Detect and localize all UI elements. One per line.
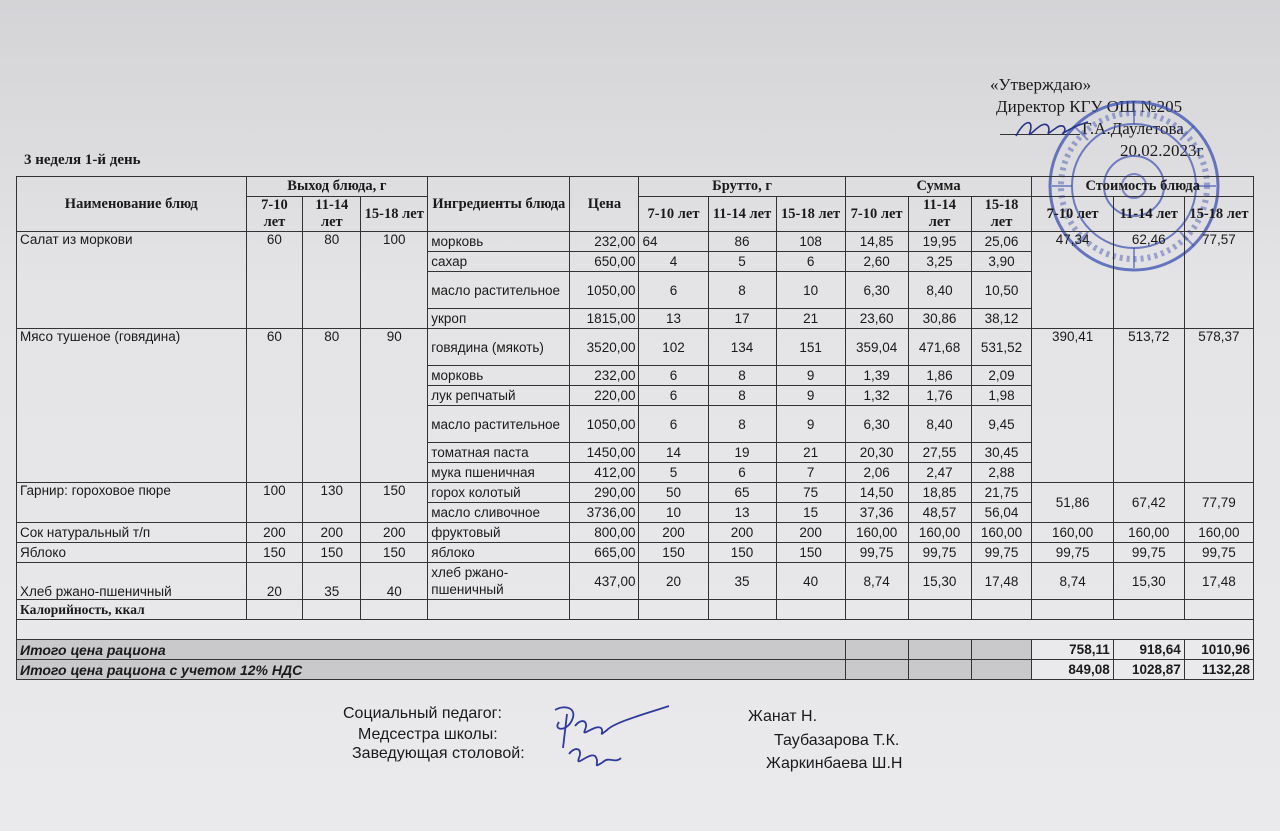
dish-name: Салат из моркови [17, 232, 247, 329]
sum-7-10: 99,75 [845, 543, 908, 563]
total-vat-11-14: 1028,87 [1113, 660, 1184, 680]
social-pedagog-name: Жанат Н. [748, 708, 818, 725]
director-signature-icon [1012, 112, 1092, 146]
sum-11-14: 471,68 [908, 329, 971, 366]
gross-11-14: 17 [708, 309, 776, 329]
output-11-14: 80 [303, 232, 361, 329]
approval-position: Директор КГУ ОШ №205 [996, 97, 1183, 116]
total-vat-label: Итого цена рациона с учетом 12% НДС [17, 660, 846, 680]
cost-15-18: 578,37 [1184, 329, 1253, 483]
price: 412,00 [570, 463, 639, 483]
week-day-title: 3 неделя 1-й день [24, 152, 141, 168]
gross-15-18: 150 [776, 543, 845, 563]
header-ingredients: Ингредиенты блюда [428, 177, 570, 232]
gross-11-14: 150 [708, 543, 776, 563]
approval-name: Г.А.Даулетова [1082, 119, 1184, 138]
gross-15-18: 108 [776, 232, 845, 252]
total-11-14: 918,64 [1113, 640, 1184, 660]
gross-15-18: 6 [776, 252, 845, 272]
output-7-10: 20 [246, 563, 303, 600]
output-11-14: 200 [303, 523, 361, 543]
dish-name: Яблоко [17, 543, 247, 563]
header-age-7-10: 7-10 лет [246, 197, 303, 232]
header-cost: Стоимость блюда [1032, 177, 1254, 197]
table-row [17, 543, 1254, 563]
ingredient: лук репчатый [428, 386, 570, 406]
output-15-18: 40 [361, 563, 428, 600]
cost-15-18: 77,79 [1184, 483, 1253, 523]
price: 1050,00 [570, 406, 639, 443]
sum-15-18: 1,98 [971, 386, 1032, 406]
social-pedagog-label: Социальный педагог: [343, 705, 502, 722]
ingredient: мука пшеничная [428, 463, 570, 483]
ingredient: укроп [428, 309, 570, 329]
output-11-14: 150 [303, 543, 361, 563]
sum-7-10: 37,36 [845, 503, 908, 523]
handwritten-signature-icon [545, 700, 675, 778]
gross-7-10: 13 [639, 309, 708, 329]
header-dish: Наименование блюд [17, 177, 247, 232]
sum-11-14: 30,86 [908, 309, 971, 329]
sum-15-18: 10,50 [971, 272, 1032, 309]
output-11-14: 130 [303, 483, 361, 523]
header-age-7-10: 7-10 лет [639, 197, 708, 232]
gross-15-18: 9 [776, 386, 845, 406]
sum-15-18: 2,09 [971, 366, 1032, 386]
header-age-11-14: 11-14 лет [908, 197, 971, 232]
header-gross: Брутто, г [639, 177, 845, 197]
sum-7-10: 1,39 [845, 366, 908, 386]
header-age-11-14: 11-14 лет [303, 197, 361, 232]
sum-7-10: 20,30 [845, 443, 908, 463]
gross-15-18: 21 [776, 443, 845, 463]
ingredient: говядина (мякоть) [428, 329, 570, 366]
total-vat-15-18: 1132,28 [1184, 660, 1253, 680]
header-age-11-14: 11-14 лет [1113, 197, 1184, 232]
output-7-10: 100 [246, 483, 303, 523]
cost-11-14: 513,72 [1113, 329, 1184, 483]
sum-15-18: 56,04 [971, 503, 1032, 523]
header-age-7-10: 7-10 лет [845, 197, 908, 232]
nurse-label: Медсестра школы: [358, 726, 498, 743]
gross-11-14: 13 [708, 503, 776, 523]
sum-11-14: 18,85 [908, 483, 971, 503]
sum-15-18: 30,45 [971, 443, 1032, 463]
output-15-18: 90 [361, 329, 428, 483]
header-age-15-18: 15-18 лет [971, 197, 1032, 232]
approval-date: 20.02.2023г [1120, 141, 1204, 160]
sum-15-18: 531,52 [971, 329, 1032, 366]
gross-15-18: 9 [776, 366, 845, 386]
canteen-manager-label: Заведующая столовой: [352, 745, 525, 762]
calories-label: Калорийность, ккал [17, 600, 247, 620]
header-sum: Сумма [845, 177, 1032, 197]
ingredient: сахар [428, 252, 570, 272]
ingredient: морковь [428, 232, 570, 252]
output-7-10: 150 [246, 543, 303, 563]
sum-7-10: 6,30 [845, 406, 908, 443]
price: 290,00 [570, 483, 639, 503]
sum-11-14: 160,00 [908, 523, 971, 543]
sum-7-10: 359,04 [845, 329, 908, 366]
price: 1815,00 [570, 309, 639, 329]
dish-name: Мясо тушеное (говядина) [17, 329, 247, 483]
sum-15-18: 17,48 [971, 563, 1032, 600]
table-row [17, 563, 1254, 600]
header-age-15-18: 15-18 лет [361, 197, 428, 232]
gross-15-18: 9 [776, 406, 845, 443]
output-15-18: 150 [361, 483, 428, 523]
cost-7-10: 160,00 [1032, 523, 1113, 543]
header-output: Выход блюда, г [246, 177, 428, 197]
sum-11-14: 48,57 [908, 503, 971, 523]
ingredient: горох колотый [428, 483, 570, 503]
gross-15-18: 75 [776, 483, 845, 503]
gross-7-10: 6 [639, 366, 708, 386]
dish-name: Сок натуральный т/п [17, 523, 247, 543]
sum-11-14: 8,40 [908, 406, 971, 443]
cost-15-18: 160,00 [1184, 523, 1253, 543]
sum-7-10: 6,30 [845, 272, 908, 309]
gross-11-14: 19 [708, 443, 776, 463]
table-row [17, 523, 1254, 543]
sum-11-14: 8,40 [908, 272, 971, 309]
sum-11-14: 15,30 [908, 563, 971, 600]
gross-7-10: 64 [639, 232, 708, 252]
cost-7-10: 51,86 [1032, 483, 1113, 523]
gross-11-14: 200 [708, 523, 776, 543]
dish-name: Хлеб ржано-пшеничный [17, 563, 247, 600]
gross-11-14: 65 [708, 483, 776, 503]
sum-15-18: 25,06 [971, 232, 1032, 252]
gross-15-18: 200 [776, 523, 845, 543]
price: 650,00 [570, 252, 639, 272]
total-row [17, 640, 1254, 660]
gross-15-18: 7 [776, 463, 845, 483]
gross-11-14: 6 [708, 463, 776, 483]
cost-7-10: 390,41 [1032, 329, 1113, 483]
gross-15-18: 10 [776, 272, 845, 309]
ingredient: морковь [428, 366, 570, 386]
nurse-name: Таубазарова Т.К. [774, 732, 900, 749]
header-age-7-10: 7-10 лет [1032, 197, 1113, 232]
output-7-10: 200 [246, 523, 303, 543]
price: 232,00 [570, 232, 639, 252]
cost-11-14: 62,46 [1113, 232, 1184, 329]
ingredient: масло растительное [428, 406, 570, 443]
ingredient: масло сливочное [428, 503, 570, 523]
gross-7-10: 150 [639, 543, 708, 563]
sum-11-14: 27,55 [908, 443, 971, 463]
header-price: Цена [570, 177, 639, 232]
total-label: Итого цена рациона [17, 640, 846, 660]
output-11-14: 80 [303, 329, 361, 483]
sum-15-18: 99,75 [971, 543, 1032, 563]
gross-7-10: 50 [639, 483, 708, 503]
sum-7-10: 2,06 [845, 463, 908, 483]
cost-11-14: 15,30 [1113, 563, 1184, 600]
header-age-11-14: 11-14 лет [708, 197, 776, 232]
gross-7-10: 6 [639, 386, 708, 406]
gross-7-10: 6 [639, 272, 708, 309]
price: 3520,00 [570, 329, 639, 366]
ingredient: масло растительное [428, 272, 570, 309]
gross-7-10: 4 [639, 252, 708, 272]
gross-11-14: 134 [708, 329, 776, 366]
sum-7-10: 14,50 [845, 483, 908, 503]
total-vat-7-10: 849,08 [1032, 660, 1113, 680]
cost-7-10: 99,75 [1032, 543, 1113, 563]
gross-15-18: 21 [776, 309, 845, 329]
gross-7-10: 10 [639, 503, 708, 523]
output-7-10: 60 [246, 232, 303, 329]
sum-15-18: 9,45 [971, 406, 1032, 443]
gross-7-10: 14 [639, 443, 708, 463]
gross-7-10: 102 [639, 329, 708, 366]
output-15-18: 150 [361, 543, 428, 563]
table-row [17, 329, 1254, 366]
header-age-15-18: 15-18 лет [776, 197, 845, 232]
calories-row [17, 600, 1254, 620]
cost-7-10: 8,74 [1032, 563, 1113, 600]
output-15-18: 100 [361, 232, 428, 329]
gross-11-14: 8 [708, 272, 776, 309]
gross-7-10: 200 [639, 523, 708, 543]
sum-7-10: 14,85 [845, 232, 908, 252]
cost-15-18: 17,48 [1184, 563, 1253, 600]
output-11-14: 35 [303, 563, 361, 600]
sum-15-18: 38,12 [971, 309, 1032, 329]
menu-table [16, 176, 1254, 680]
sum-15-18: 160,00 [971, 523, 1032, 543]
gross-11-14: 35 [708, 563, 776, 600]
gross-11-14: 5 [708, 252, 776, 272]
gross-7-10: 6 [639, 406, 708, 443]
total-15-18: 1010,96 [1184, 640, 1253, 660]
total-vat-row [17, 660, 1254, 680]
cost-11-14: 67,42 [1113, 483, 1184, 523]
price: 665,00 [570, 543, 639, 563]
price: 232,00 [570, 366, 639, 386]
sum-15-18: 2,88 [971, 463, 1032, 483]
gross-7-10: 20 [639, 563, 708, 600]
sum-7-10: 2,60 [845, 252, 908, 272]
gross-11-14: 8 [708, 386, 776, 406]
sum-15-18: 3,90 [971, 252, 1032, 272]
ingredient: хлеб ржано-пшеничный [428, 563, 570, 600]
cost-15-18: 77,57 [1184, 232, 1253, 329]
sum-11-14: 99,75 [908, 543, 971, 563]
gross-7-10: 5 [639, 463, 708, 483]
gross-11-14: 8 [708, 406, 776, 443]
output-7-10: 60 [246, 329, 303, 483]
sum-7-10: 23,60 [845, 309, 908, 329]
dish-name: Гарнир: гороховое пюре [17, 483, 247, 523]
table-row [17, 483, 1254, 503]
sum-7-10: 160,00 [845, 523, 908, 543]
sum-7-10: 8,74 [845, 563, 908, 600]
output-15-18: 200 [361, 523, 428, 543]
gross-15-18: 15 [776, 503, 845, 523]
gross-11-14: 86 [708, 232, 776, 252]
ingredient: томатная паста [428, 443, 570, 463]
sum-7-10: 1,32 [845, 386, 908, 406]
ingredient: фруктовый [428, 523, 570, 543]
gross-15-18: 151 [776, 329, 845, 366]
sum-15-18: 21,75 [971, 483, 1032, 503]
sum-11-14: 1,86 [908, 366, 971, 386]
total-7-10: 758,11 [1032, 640, 1113, 660]
sum-11-14: 2,47 [908, 463, 971, 483]
price: 437,00 [570, 563, 639, 600]
sum-11-14: 3,25 [908, 252, 971, 272]
cost-7-10: 47,34 [1032, 232, 1113, 329]
header-age-15-18: 15-18 лет [1184, 197, 1253, 232]
approval-title: «Утверждаю» [990, 75, 1092, 94]
price: 800,00 [570, 523, 639, 543]
price: 3736,00 [570, 503, 639, 523]
table-row [17, 232, 1254, 252]
cost-11-14: 160,00 [1113, 523, 1184, 543]
price: 220,00 [570, 386, 639, 406]
price: 1050,00 [570, 272, 639, 309]
sum-11-14: 19,95 [908, 232, 971, 252]
gross-11-14: 8 [708, 366, 776, 386]
price: 1450,00 [570, 443, 639, 463]
ingredient: яблоко [428, 543, 570, 563]
cost-11-14: 99,75 [1113, 543, 1184, 563]
gross-15-18: 40 [776, 563, 845, 600]
cost-15-18: 99,75 [1184, 543, 1253, 563]
sum-11-14: 1,76 [908, 386, 971, 406]
canteen-manager-name: Жаркинбаева Ш.Н [766, 755, 903, 772]
